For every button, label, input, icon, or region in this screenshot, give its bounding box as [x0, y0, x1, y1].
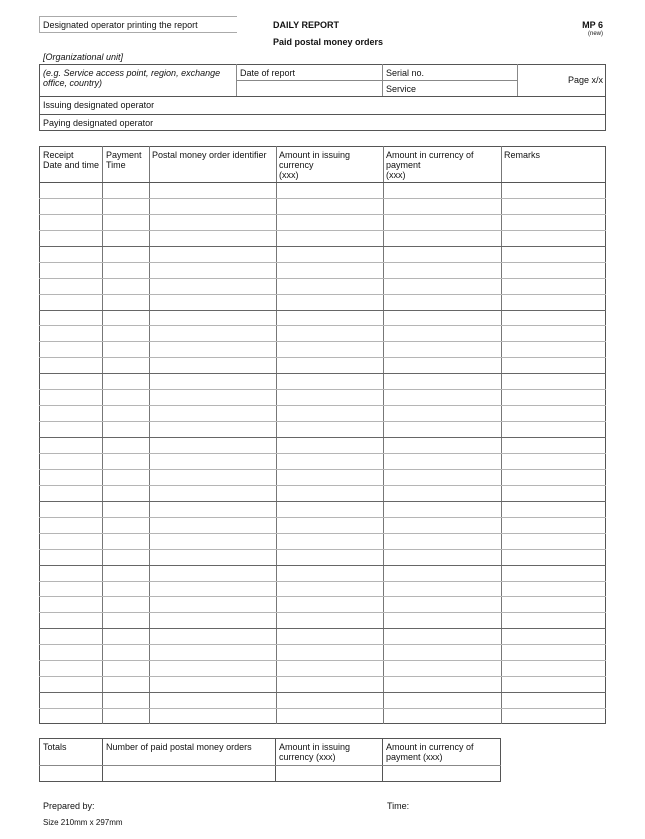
column-header-remarks: Remarks: [504, 150, 541, 160]
totals-amount-issuing-field[interactable]: [276, 766, 382, 781]
service-label: Service: [386, 84, 417, 94]
time-label: Time:: [387, 801, 410, 811]
organizational-unit-label: [Organizational unit]: [43, 52, 124, 62]
size-note: Size 210mm x 297mm: [43, 818, 123, 827]
page-number-label: Page x/x: [567, 75, 603, 85]
form-code: MP 6: [582, 20, 603, 30]
column-header-payment: Payment Time: [106, 150, 142, 170]
date-of-report-field[interactable]: [237, 81, 382, 96]
totals-amount-issuing-label: Amount in issuing currency (xxx): [279, 742, 351, 762]
issuing-operator-label: Issuing designated operator: [43, 100, 155, 110]
totals-amount-payment-label: Amount in currency of payment (xxx): [386, 742, 474, 762]
report-title: DAILY REPORT: [273, 20, 340, 30]
organizational-unit-example-line1: (e.g. Service access point, region, exchange: [43, 68, 221, 78]
column-header-receipt: Receipt Date and time: [43, 150, 100, 170]
totals-count-field[interactable]: [103, 766, 275, 781]
totals-count-label: Number of paid postal money orders: [106, 742, 252, 752]
column-header-amount-payment: Amount in currency of payment (xxx): [386, 150, 474, 180]
form-code-note: (new): [587, 31, 603, 37]
main-table: [39, 146, 606, 724]
designated-operator-label: Designated operator printing the report: [43, 20, 198, 30]
prepared-by-label: Prepared by:: [43, 801, 95, 811]
totals-label: Totals: [43, 742, 67, 752]
main-table-grid: [39, 146, 606, 724]
date-of-report-label: Date of report: [240, 68, 296, 78]
serial-no-label: Serial no.: [386, 68, 425, 78]
paying-operator-label: Paying designated operator: [43, 118, 154, 128]
column-header-identifier: Postal money order identifier: [152, 150, 267, 160]
totals-amount-payment-field[interactable]: [383, 766, 500, 781]
column-header-amount-issuing: Amount in issuing currency (xxx): [279, 150, 351, 180]
report-subtitle: Paid postal money orders: [273, 37, 384, 47]
organizational-unit-example-line2: office, country): [43, 78, 103, 88]
